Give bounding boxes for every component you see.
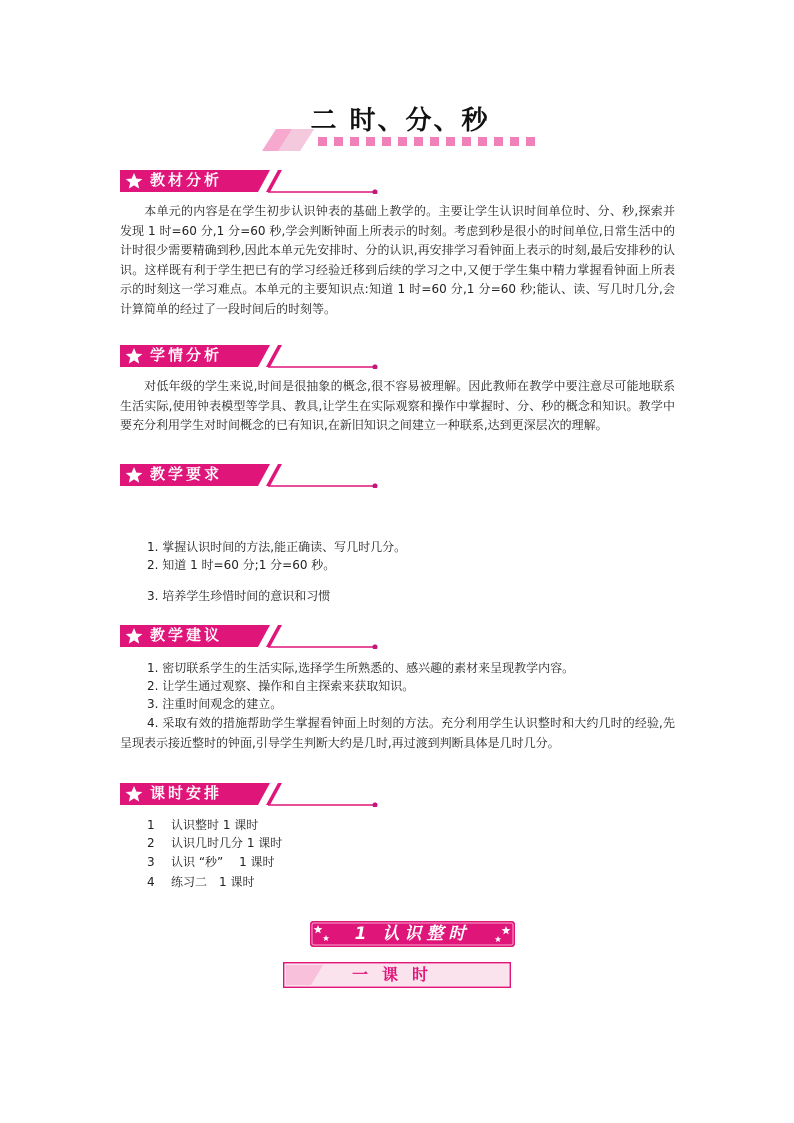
schedule-row bbox=[147, 816, 258, 834]
schedule-text: 认识整时 1 课时 bbox=[171, 818, 259, 832]
period-title: 一课时 bbox=[351, 965, 442, 984]
title-decoration bbox=[262, 125, 552, 155]
section-header-suggestions bbox=[120, 623, 380, 649]
section-header-learners bbox=[120, 343, 380, 369]
requirement-item: 2. 知道 1 时=60 分;1 分=60 秒。 bbox=[147, 558, 336, 572]
analysis-paragraph bbox=[120, 202, 675, 319]
section-title: 教学建议 bbox=[150, 626, 223, 644]
analysis-text: 本单元的内容是在学生初步认识钟表的基础上教学的。主要让学生认识时间单位时、分、秒,探索并发现 1 时=60 分,1 分=60 秒,学会判断钟面上所表示的时刻。考虑到秒是很小的时间单位,日常生活中的计时很少需要精确到秒,因此本单元先安排时、分的认识,再安排学习看钟面上表示的时刻,最后安排秒的认识。这样既有利于学生把已有的学习经验迁移到后续的学习之中,又便于学生集中精力掌握看钟面上所表示的时刻这一学习难点。本单元的主要知识点:知道 1 时=60 分,1 分=60 秒;能认、读、写几时几分,会计算简单的经过了一段时间后的时刻等。 bbox=[120, 204, 675, 316]
schedule-num: 1 bbox=[147, 818, 155, 832]
schedule-row bbox=[147, 853, 275, 871]
requirement-item: 3. 培养学生珍惜时间的意识和习惯 bbox=[147, 589, 331, 603]
suggestion-item-long bbox=[120, 714, 675, 753]
period-banner bbox=[283, 962, 511, 988]
schedule-row bbox=[147, 873, 254, 891]
section-title: 学情分析 bbox=[150, 346, 223, 364]
section-title: 教学要求 bbox=[150, 465, 223, 483]
chapter-title: 二 时、分、秒 bbox=[310, 106, 490, 136]
suggestion-item: 1. 密切联系学生的生活实际,选择学生所熟悉的、感兴趣的素材来呈现教学内容。 bbox=[147, 661, 575, 675]
lesson-title: 1 认识整时 bbox=[354, 924, 471, 944]
section-title: 课时安排 bbox=[150, 784, 223, 802]
learners-paragraph bbox=[120, 377, 675, 436]
suggestion-text: 4. 采取有效的措施帮助学生掌握看钟面上时刻的方法。充分利用学生认识整时和大约几时的经验,先呈现表示接近整时的钟面,引导学生判断大约是几时,再过渡到判断具体是几时几分。 bbox=[120, 716, 675, 750]
lesson-banner bbox=[310, 921, 515, 947]
section-header-schedule bbox=[120, 781, 380, 807]
schedule-num: 2 bbox=[147, 836, 155, 850]
suggestion-item: 3. 注重时间观念的建立。 bbox=[147, 697, 283, 711]
requirement-item: 1. 掌握认识时间的方法,能正确读、写几时几分。 bbox=[147, 540, 407, 554]
schedule-num: 4 bbox=[147, 875, 155, 889]
schedule-text: 练习二 1 课时 bbox=[171, 875, 255, 889]
section-title: 教材分析 bbox=[150, 171, 223, 189]
learners-text: 对低年级的学生来说,时间是很抽象的概念,很不容易被理解。因此教师在教学中要注意尽可能地联系生活实际,使用钟表模型等学具、教具,让学生在实际观察和操作中掌握时、分、秒的概念和知识。教学中要充分利用学生对时间概念的已有知识,在新旧知识之间建立一种联系,达到更深层次的理解。 bbox=[120, 379, 675, 432]
suggestion-item: 2. 让学生通过观察、操作和自主探索来获取知识。 bbox=[147, 679, 415, 693]
section-header-analysis bbox=[120, 168, 380, 194]
schedule-num: 3 bbox=[147, 855, 155, 869]
section-header-requirements bbox=[120, 462, 380, 488]
schedule-text: 认识几时几分 1 课时 bbox=[171, 836, 283, 850]
schedule-row bbox=[147, 834, 282, 852]
schedule-text: 认识 “秒” 1 课时 bbox=[171, 855, 275, 869]
